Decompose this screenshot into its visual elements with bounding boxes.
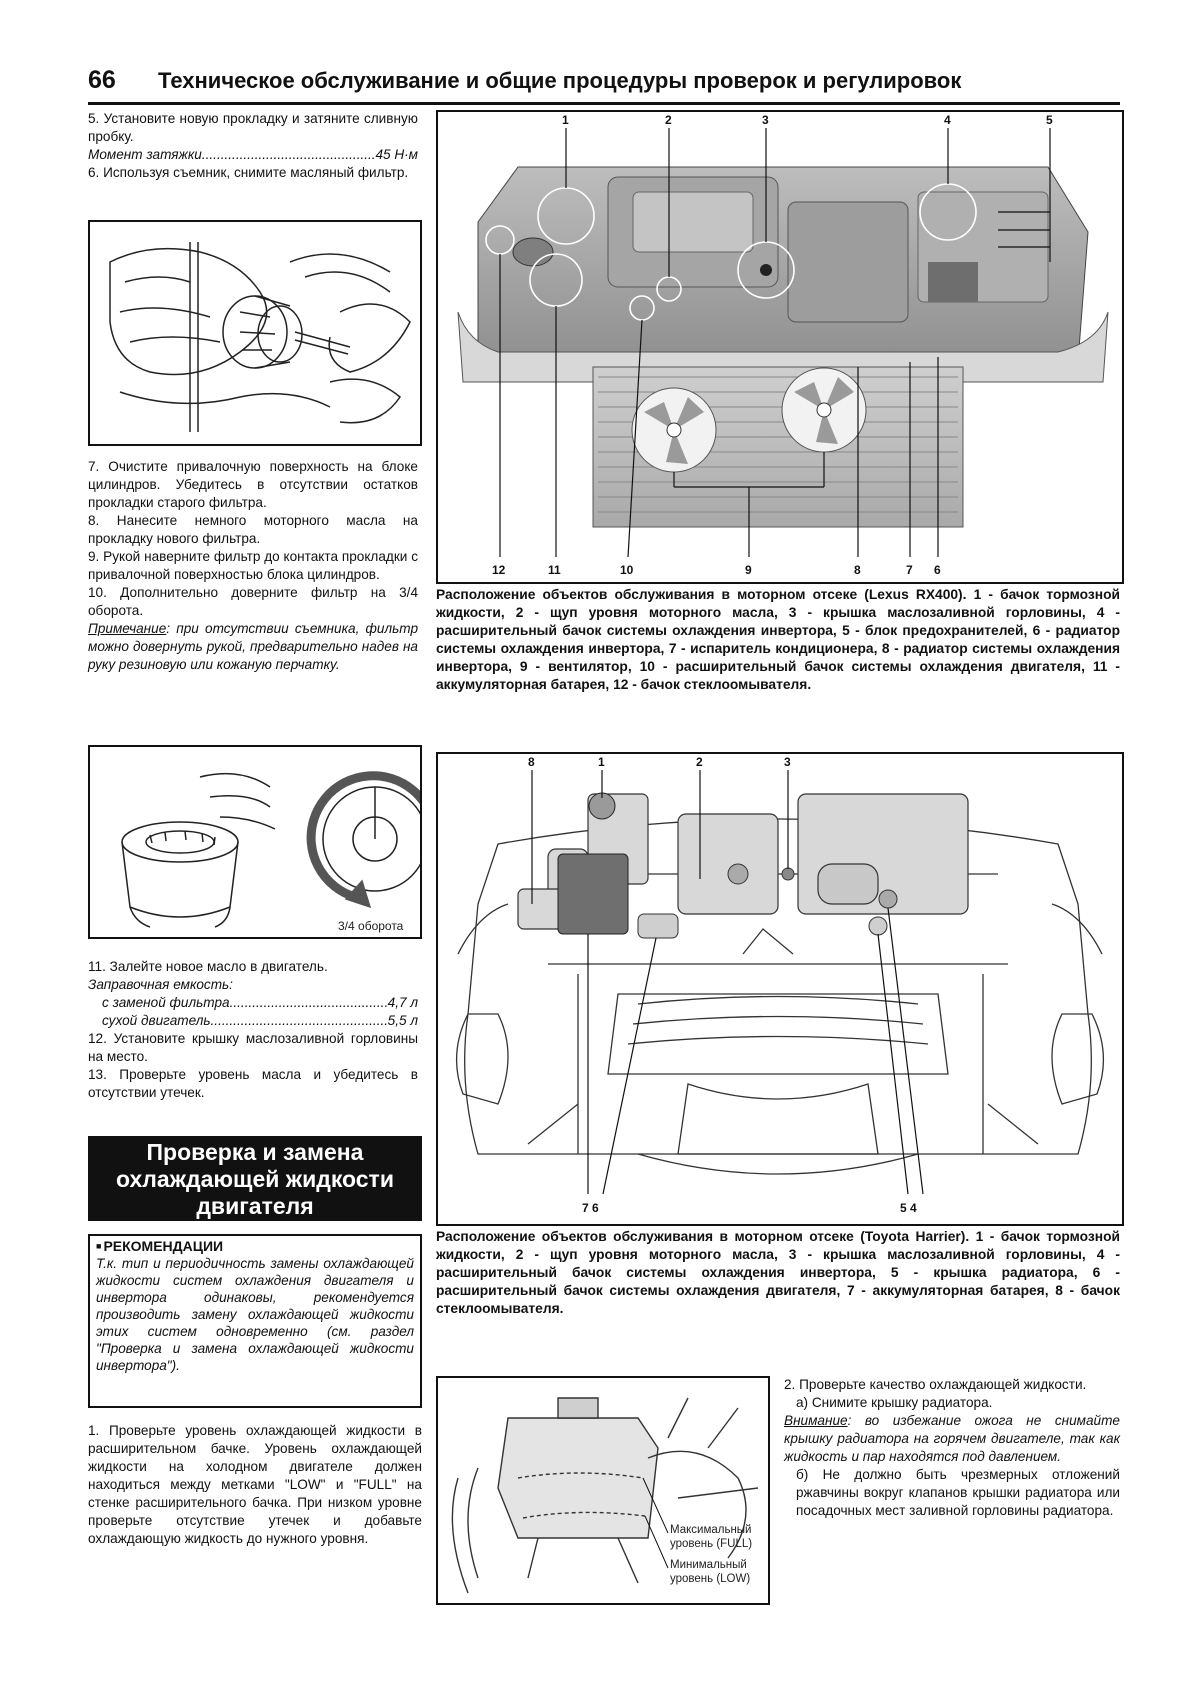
section-title-line-1: Проверка и замена xyxy=(146,1139,364,1165)
step-7: 7. Очистите привалочную поверхность на блоке цилиндров. Убедитесь в отсутствии остатков прокладки старого фильтра. xyxy=(88,459,418,510)
step-10: 10. Дополнительно доверните фильтр на 3/4 оборота. xyxy=(88,585,418,618)
capacity-dry xyxy=(88,1012,418,1030)
rx-label-top-1: 1 xyxy=(562,113,569,127)
harrier-label-top-3: 3 xyxy=(784,755,791,769)
capacity-filter xyxy=(88,994,418,1012)
filter-removal-illustration xyxy=(90,222,420,444)
warning-label: Внимание xyxy=(784,1413,848,1428)
filter-install-illustration xyxy=(90,747,420,937)
torque-label: Момент затяжки xyxy=(88,147,202,162)
rx400-caption: Расположение объектов обслуживания в моторном отсеке (Lexus RX400). 1 - бачок тормозной жидкости, 2 - щуп уровня моторного масла, 3 - крышка маслозаливной горловины, 4 - расширительный бачок системы охлаждения инвертора, 5 - блок предохранителей, 6 - радиатор системы охлаждения инвертора, 7 - испаритель кондиционера, 8 - радиатор системы охлаждения инвертора, 9 - вентилятор, 10 - расширительный бачок системы охлаждения двигателя, 11 - аккумуляторная батарея, 12 - бачок стеклоомывателя. xyxy=(436,587,1120,692)
reservoir-min-label-1: Минимальный xyxy=(670,1559,747,1571)
capacity-filter-value: 4,7 л xyxy=(387,995,418,1010)
note-text: : при отсутствии съемника, фильтр можно довернуть рукой, предварительно надев на руку резиновую или кожаную перчатку. xyxy=(88,621,418,672)
step-13: 13. Проверьте уровень масла и убедитесь в отсутствии утечек. xyxy=(88,1067,418,1100)
step-5: 5. Установите новую прокладку и затяните сливную пробку. xyxy=(88,111,418,144)
figure-coolant-reservoir xyxy=(436,1376,770,1605)
step-8: 8. Нанесите немного моторного масла на прокладку нового фильтра. xyxy=(88,513,418,546)
warning xyxy=(784,1412,1120,1466)
capacity-filter-label: с заменой фильтра xyxy=(102,995,230,1010)
recommendations-text: Т.к. тип и периодичность замены охлаждающей жидкости систем охлаждения двигателя и инвертора одинаковы, рекомендуется производить замену охлаждающей жидкости этих систем одновременно (см. раздел "Проверка и замена охлаждающей жидкости инвертора"). xyxy=(96,1256,414,1373)
torque-value: 45 Н·м xyxy=(375,147,418,162)
step-2b: б) Не должно быть чрезмерных отложений ржавчины вокруг клапанов крышки радиатора или посадочных мест заливной горловины радиатора. xyxy=(796,1467,1120,1518)
page-header xyxy=(88,66,1120,105)
recommendations-box xyxy=(88,1234,422,1408)
harrier-label-top-8: 8 xyxy=(528,755,535,769)
harrier-label-top-1: 1 xyxy=(598,755,605,769)
rx400-engine-illustration xyxy=(438,112,1122,582)
left-mid-text xyxy=(88,458,418,674)
step-2: 2. Проверьте качество охлаждающей жидкости. xyxy=(784,1377,1087,1392)
rx-label-top-3: 3 xyxy=(762,113,769,127)
reservoir-illustration xyxy=(438,1378,768,1603)
harrier-label-bottom-5-4: 5 4 xyxy=(900,1201,917,1215)
figure-filter-install xyxy=(88,745,422,939)
reservoir-max-label-1: Максимальный xyxy=(670,1524,752,1536)
rx-label-bottom-11: 11 xyxy=(548,563,561,577)
capacity-dry-label: сухой двигатель xyxy=(102,1013,211,1028)
left-top-text xyxy=(88,110,418,182)
torque-spec xyxy=(88,146,418,164)
reservoir-max-label-2: уровень (FULL) xyxy=(670,1538,753,1550)
warning-text: : во избежание ожога не снимайте крышку радиатора на горячем двигателе, так как жидкость и пар находятся под давлением. xyxy=(784,1413,1120,1464)
figure-harrier-engine-bay xyxy=(436,752,1124,1226)
reservoir-min-label-2: уровень (LOW) xyxy=(670,1573,751,1585)
step-11: 11. Залейте новое масло в двигатель. xyxy=(88,959,328,974)
rx-label-top-4: 4 xyxy=(944,113,951,127)
step-9: 9. Рукой наверните фильтр до контакта прокладки с привалочной поверхностью блока цилиндров. xyxy=(88,549,418,582)
figure-rx400-engine-bay xyxy=(436,110,1124,584)
left-fill-text xyxy=(88,958,418,1102)
fig-3-4-turn-label: 3/4 оборота xyxy=(338,919,404,933)
coolant-step-1 xyxy=(88,1422,422,1548)
rx-label-top-2: 2 xyxy=(665,113,672,127)
step-2a: а) Снимите крышку радиатора. xyxy=(796,1395,993,1410)
page-title: Техническое обслуживание и общие процедуры проверок и регулировок xyxy=(158,68,962,93)
rx-label-bottom-9: 9 xyxy=(745,563,752,577)
section-title-line-3: двигателя xyxy=(196,1193,314,1219)
rx-label-bottom-10: 10 xyxy=(620,563,634,577)
harrier-engine-illustration xyxy=(438,754,1122,1224)
rx-label-bottom-8: 8 xyxy=(854,563,861,577)
step-6: 6. Используя съемник, снимите масляный фильтр. xyxy=(88,165,409,180)
figure-filter-removal xyxy=(88,220,422,446)
note-label: Примечание xyxy=(88,621,167,636)
rx-label-top-5: 5 xyxy=(1046,113,1053,127)
recommendations-title: ■ РЕКОМЕНДАЦИИ xyxy=(96,1238,414,1255)
right-bottom-text xyxy=(784,1376,1120,1520)
section-title xyxy=(88,1136,422,1221)
section-title-line-2: охлаждающей жидкости xyxy=(116,1166,394,1192)
capacity-dry-value: 5,5 л xyxy=(387,1013,418,1028)
page-number: 66 xyxy=(88,66,116,94)
step-12: 12. Установите крышку маслозаливной горловины на место. xyxy=(88,1031,418,1064)
rx-label-bottom-12: 12 xyxy=(492,563,506,577)
harrier-label-top-2: 2 xyxy=(696,755,703,769)
rx-label-bottom-6: 6 xyxy=(934,563,941,577)
harrier-label-bottom-7-6: 7 6 xyxy=(582,1201,599,1215)
coolant-step-1-text: 1. Проверьте уровень охлаждающей жидкости в расширительном бачке. Уровень охлаждающей жидкости на холодном двигателе должен находиться между метками "LOW" и "FULL" на стенке расширительного бачка. При низком уровне проверьте отсутствие утечек и добавьте охлаждающую жидкость до нужного уровня. xyxy=(88,1423,422,1546)
harrier-caption: Расположение объектов обслуживания в моторном отсеке (Toyota Harrier). 1 - бачок тормозной жидкости, 2 - щуп уровня моторного масла, 3 - крышка маслозаливной горловины, 4 - расширительный бачок системы охлаждения инвертора, 5 - крышка радиатора, 6 - расширительный бачок системы охлаждения двигателя, 7 - аккумуляторная батарея, 8 - бачок стеклоомывателя. xyxy=(436,1229,1120,1316)
rx-label-bottom-7: 7 xyxy=(906,563,913,577)
note xyxy=(88,620,418,674)
capacity-label: Заправочная емкость: xyxy=(88,977,233,992)
